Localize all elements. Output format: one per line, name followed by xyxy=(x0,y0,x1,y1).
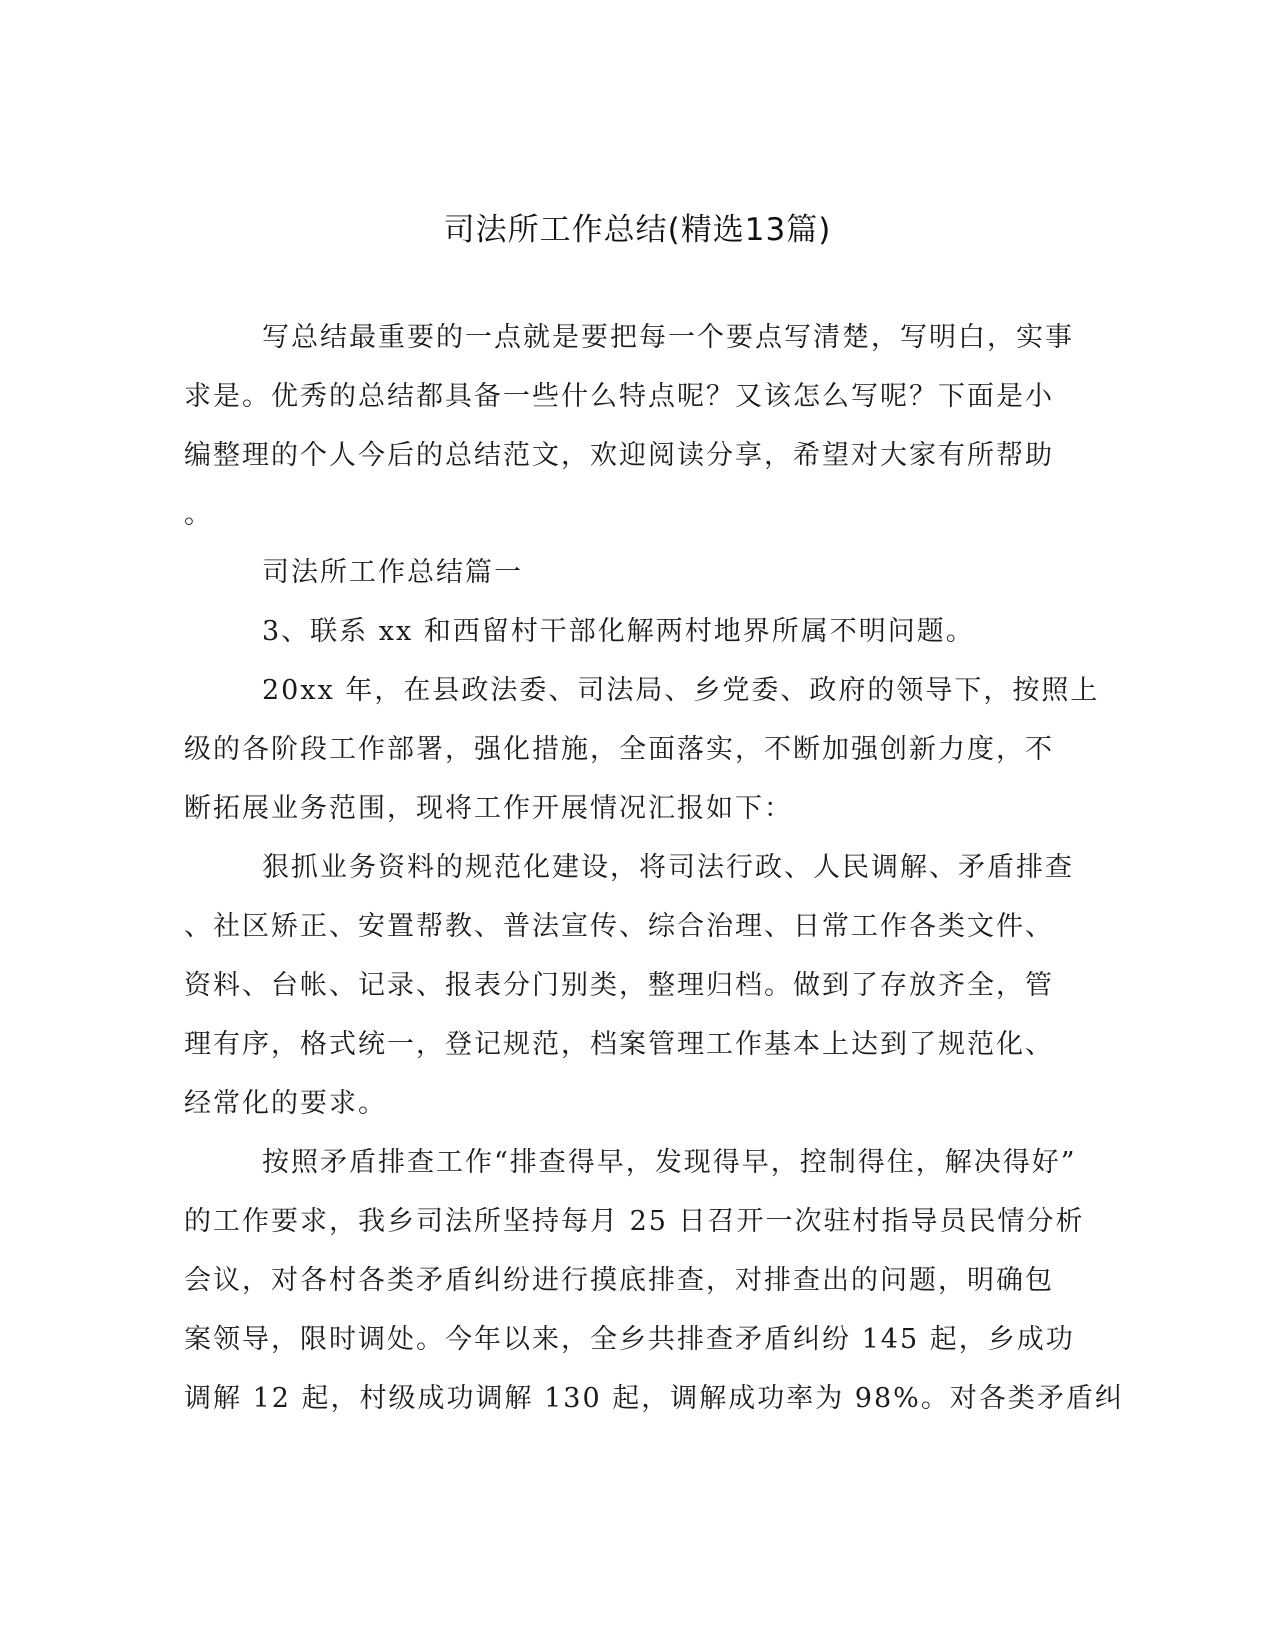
paragraph-line: 写总结最重要的一点就是要把每一个要点写清楚，写明白，实事 xyxy=(262,322,1074,353)
paragraph-line: 经常化的要求。 xyxy=(184,1088,387,1119)
paragraph-line: 求是。优秀的总结都具备一些什么特点呢？又该怎么写呢？下面是小 xyxy=(184,381,1054,412)
paragraph-line: 资料、台帐、记录、报表分门别类，整理归档。做到了存放齐全，管 xyxy=(184,970,1054,1001)
paragraph-line: 案领导，限时调处。今年以来，全乡共排查矛盾纠纷 145 起，乡成功 xyxy=(184,1324,1075,1355)
paragraph-line: 。 xyxy=(184,499,213,530)
paragraph-line: 狠抓业务资料的规范化建设，将司法行政、人民调解、矛盾排查 xyxy=(262,852,1074,883)
paragraph-line: 断拓展业务范围，现将工作开展情况汇报如下： xyxy=(184,793,793,824)
paragraph-line: 按照矛盾排查工作“排查得早，发现得早，控制得住，解决得好” xyxy=(262,1147,1077,1178)
paragraph-line: 3、联系 xx 和西留村干部化解两村地界所属不明问题。 xyxy=(262,616,975,647)
section-heading: 司法所工作总结篇一 xyxy=(262,557,523,588)
paragraph-line: 的工作要求，我乡司法所坚持每月 25 日召开一次驻村指导员民情分析 xyxy=(184,1206,1085,1237)
paragraph-line: 会议，对各村各类矛盾纠纷进行摸底排查，对排查出的问题，明确包 xyxy=(184,1265,1054,1296)
paragraph-line: 级的各阶段工作部署，强化措施，全面落实，不断加强创新力度，不 xyxy=(184,734,1054,765)
paragraph-line: 20xx 年，在县政法委、司法局、乡党委、政府的领导下，按照上 xyxy=(262,675,1100,706)
paragraph-line: 理有序，格式统一，登记规范，档案管理工作基本上达到了规范化、 xyxy=(184,1029,1054,1060)
paragraph-line: 、社区矫正、安置帮教、普法宣传、综合治理、日常工作各类文件、 xyxy=(184,911,1054,942)
document-title: 司法所工作总结(精选13篇) xyxy=(443,212,832,248)
paragraph-line: 编整理的个人今后的总结范文，欢迎阅读分享，希望对大家有所帮助 xyxy=(184,440,1054,471)
paragraph-line: 调解 12 起，村级成功调解 130 起，调解成功率为 98%。对各类矛盾纠 xyxy=(184,1383,1124,1414)
